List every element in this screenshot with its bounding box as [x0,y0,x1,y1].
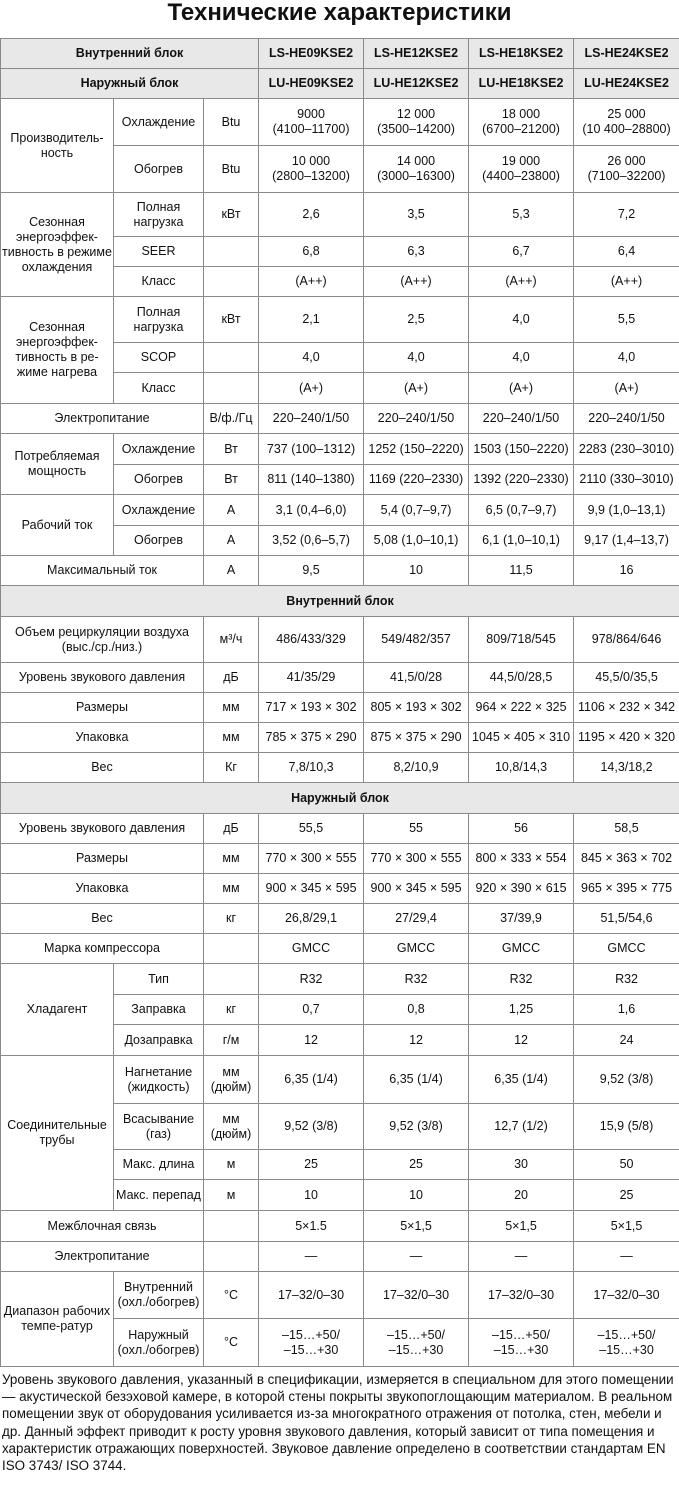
outdoor-model: LU-HE09KSE2 [259,69,364,99]
interconnect-value: 5×1.5 [259,1211,364,1242]
airflow-label: Объем рециркуляции воздуха (выс./ср./низ.) [1,617,204,663]
table-row [1,297,679,343]
pipe-gas-value: 15,9 (5/8) [574,1104,679,1150]
pipe-max-length-value: 25 [259,1150,364,1180]
unit: °C [204,1319,259,1367]
unit: м³/ч [204,617,259,663]
indoor-dimensions-value: 964 × 222 × 325 [469,693,574,723]
table-row [1,693,679,723]
interconnect-label: Межблочная связь [1,1211,204,1242]
table-row [1,1242,679,1272]
current-heating-value: 5,08 (1,0–10,1) [364,526,469,556]
power-cooling-value: 2283 (230–3010) [574,434,679,465]
performance-heating-value-line: (2800–13200) [272,169,350,183]
performance-heating-value-line: (7100–32200) [587,169,666,183]
indoor-package-value: 785 × 375 × 290 [259,723,364,753]
performance-cooling-value-line: (6700–21200) [482,122,560,136]
unit: Вт [204,434,259,465]
temp-outdoor-value-line: –15…+50/ [492,1327,551,1342]
row-label-line: (охл./обогрев) [117,1295,200,1309]
table-row [1,434,679,465]
pipe-max-height-value: 20 [469,1180,574,1211]
compressor-label: Марка компрессора [1,934,204,964]
table-row [1,99,679,146]
temp-outdoor-value-line: –15…+50/ [387,1327,446,1342]
outdoor-weight-value: 26,8/29,1 [259,904,364,934]
scop-full-load-value: 2,1 [259,297,364,343]
temp-indoor-value: 17–32/0–30 [259,1272,364,1319]
unit: дБ [204,814,259,844]
interconnect-value: 5×1,5 [469,1211,574,1242]
pipe-liquid-value: 6,35 (1/4) [364,1056,469,1104]
row-label-line: Наружный [128,1327,189,1342]
table-row [1,874,679,904]
pipe-max-height-value: 10 [259,1180,364,1211]
power-heating-value: 1169 (220–2330) [364,465,469,495]
pipe-liquid-value: 6,35 (1/4) [259,1056,364,1104]
refrigerant-charge-value: 0,8 [364,995,469,1025]
outdoor-sound-label: Уровень звукового давления [1,814,204,844]
performance-cooling-value-line: 25 000 [607,107,646,121]
row-label: Обогрев [114,526,204,556]
current-label: Рабочий ток [1,495,114,556]
outdoor-weight-label: Вес [1,904,204,934]
compressor-value: GMCC [364,934,469,964]
scop-value: 4,0 [364,343,469,373]
performance-cooling-value [364,99,469,146]
scop-class-value: (A+) [259,373,364,404]
power-heating-value: 2110 (330–3010) [574,465,679,495]
outdoor-sound-value: 58,5 [574,814,679,844]
max-current-value: 16 [574,556,679,586]
refrigerant-recharge-value: 12 [259,1025,364,1056]
unit [204,267,259,297]
pipe-max-length-value: 30 [469,1150,574,1180]
unit: кВт [204,193,259,237]
table-row [1,69,679,99]
pipe-max-height-value: 10 [364,1180,469,1211]
table-row [1,1272,679,1319]
pipe-gas-value: 9,52 (3/8) [259,1104,364,1150]
unit: дБ [204,663,259,693]
performance-cooling-value-line: 18 000 [501,107,541,121]
indoor-dimensions-value: 1106 × 232 × 342 [574,693,679,723]
unit: Btu [204,146,259,193]
row-label: Обогрев [114,465,204,495]
unit: мм [204,693,259,723]
performance-heating-value [574,146,679,193]
airflow-value: 486/433/329 [259,617,364,663]
performance-heating-value [259,146,364,193]
spec-table [0,38,679,1367]
scop-class-value: (A+) [469,373,574,404]
performance-heating-value-line: 10 000 [291,154,331,168]
current-cooling-value: 6,5 (0,7–9,7) [469,495,574,526]
unit [204,343,259,373]
pipe-max-length-value: 25 [364,1150,469,1180]
row-label: Дозаправка [114,1025,204,1056]
unit: А [204,556,259,586]
table-row [1,586,679,617]
pipe-gas-value: 9,52 (3/8) [364,1104,469,1150]
seer-value: 6,4 [574,237,679,267]
outdoor-model: LU-HE18KSE2 [469,69,574,99]
indoor-unit-header: Внутренний блок [1,39,259,69]
scop-full-load-value: 2,5 [364,297,469,343]
unit: кВт [204,297,259,343]
temp-outdoor-value-line: –15…+50/ [597,1327,656,1342]
unit: мм [204,723,259,753]
indoor-package-value: 875 × 375 × 290 [364,723,469,753]
current-cooling-value: 9,9 (1,0–13,1) [574,495,679,526]
performance-heating-value [364,146,469,193]
indoor-sound-value: 41/35/29 [259,663,364,693]
performance-cooling-value-line: (3500–14200) [377,122,455,136]
unit-line: мм [222,1111,240,1126]
current-cooling-value: 5,4 (0,7–9,7) [364,495,469,526]
indoor-sound-label: Уровень звукового давления [1,663,204,693]
seer-class-value: (A++) [259,267,364,297]
power-cooling-value: 1252 (150–2220) [364,434,469,465]
refrigerant-type-value: R32 [574,964,679,995]
unit: м [204,1180,259,1211]
temp-outdoor-value [259,1319,364,1367]
row-label [114,1272,204,1319]
outdoor-dimensions-value: 800 × 333 × 554 [469,844,574,874]
outdoor-dimensions-value: 770 × 300 × 555 [259,844,364,874]
refrigerant-type-value: R32 [259,964,364,995]
refrigerant-recharge-value: 12 [469,1025,574,1056]
row-label [114,1319,204,1367]
outdoor-package-label: Упаковка [1,874,204,904]
seer-class-value: (A++) [364,267,469,297]
performance-heating-value-line: (4400–23800) [482,169,560,183]
table-row [1,844,679,874]
refrigerant-type-value: R32 [469,964,574,995]
row-label: Макс. перепад [114,1180,204,1211]
table-row [1,753,679,783]
power-supply-label: Электропитание [1,404,204,434]
power-heating-value: 811 (140–1380) [259,465,364,495]
indoor-dimensions-value: 717 × 193 × 302 [259,693,364,723]
temp-indoor-value: 17–32/0–30 [364,1272,469,1319]
outdoor-package-value: 900 × 345 × 595 [364,874,469,904]
pipe-liquid-value: 9,52 (3/8) [574,1056,679,1104]
unit [204,237,259,267]
row-label: Макс. длина [114,1150,204,1180]
performance-label: Производитель-ность [1,99,114,193]
table-row [1,1211,679,1242]
power-heating-value: 1392 (220–2330) [469,465,574,495]
table-row [1,556,679,586]
performance-heating-value-line: (3000–16300) [377,169,455,183]
seer-class-value: (A++) [574,267,679,297]
power-supply-value: 220–240/1/50 [469,404,574,434]
outdoor-sound-value: 55 [364,814,469,844]
indoor-weight-value: 14,3/18,2 [574,753,679,783]
indoor-sound-value: 44,5/0/28,5 [469,663,574,693]
indoor-weight-value: 10,8/14,3 [469,753,574,783]
row-label: Обогрев [114,146,204,193]
indoor-weight-label: Вес [1,753,204,783]
max-current-label: Максимальный ток [1,556,204,586]
row-label-line: Нагнетание [124,1064,193,1079]
outdoor-power-label: Электропитание [1,1242,204,1272]
seer-value: 6,7 [469,237,574,267]
unit: А [204,526,259,556]
outdoor-weight-value: 51,5/54,6 [574,904,679,934]
scop-full-load-value: 4,0 [469,297,574,343]
table-row [1,404,679,434]
performance-cooling-value [259,99,364,146]
pipe-liquid-value: 6,35 (1/4) [469,1056,574,1104]
performance-heating-value-line: 26 000 [607,154,646,168]
current-heating-value: 9,17 (1,4–13,7) [574,526,679,556]
seer-full-load-value: 5,3 [469,193,574,237]
outdoor-model: LU-HE24KSE2 [574,69,679,99]
unit: Вт [204,465,259,495]
indoor-model: LS-HE18KSE2 [469,39,574,69]
row-label: Охлаждение [114,495,204,526]
outdoor-power-value: — [574,1242,679,1272]
seer-full-load-value: 2,6 [259,193,364,237]
indoor-section-title: Внутренний блок [1,586,679,617]
indoor-dimensions-value: 805 × 193 × 302 [364,693,469,723]
unit [204,1211,259,1242]
scop-full-load-value: 5,5 [574,297,679,343]
indoor-dimensions-label: Размеры [1,693,204,723]
unit [204,1056,259,1104]
scop-group-label: Сезонная энергоэффек-тивность в ре-жиме нагрева [1,297,114,404]
current-heating-value: 3,52 (0,6–5,7) [259,526,364,556]
seer-class-value: (A++) [469,267,574,297]
airflow-value: 549/482/357 [364,617,469,663]
power-cooling-value: 1503 (150–2220) [469,434,574,465]
table-row [1,783,679,814]
row-label-line: Всасывание [122,1111,195,1126]
seer-full-load-value: 7,2 [574,193,679,237]
unit: °C [204,1272,259,1319]
unit: А [204,495,259,526]
row-label: SEER [114,237,204,267]
table-row [1,1056,679,1104]
unit [204,1104,259,1150]
row-label: Класс [114,267,204,297]
row-label [114,1056,204,1104]
row-label: Полная нагрузка [114,297,204,343]
unit-line: (дюйм) [210,1079,252,1094]
row-label [114,1104,204,1150]
scop-class-value: (A+) [574,373,679,404]
refrigerant-recharge-value: 12 [364,1025,469,1056]
indoor-weight-value: 7,8/10,3 [259,753,364,783]
table-row [1,663,679,693]
scop-value: 4,0 [469,343,574,373]
unit-line: мм [222,1064,240,1079]
performance-cooling-value-line: (4100–11700) [272,122,350,136]
performance-cooling-value [469,99,574,146]
airflow-value: 978/864/646 [574,617,679,663]
row-label: Охлаждение [114,99,204,146]
interconnect-value: 5×1,5 [364,1211,469,1242]
unit: В/ф./Гц [204,404,259,434]
table-row [1,495,679,526]
unit [204,1242,259,1272]
row-label: Заправка [114,995,204,1025]
temp-indoor-value: 17–32/0–30 [469,1272,574,1319]
outdoor-power-value: — [364,1242,469,1272]
unit: кг [204,995,259,1025]
current-cooling-value: 3,1 (0,4–6,0) [259,495,364,526]
temp-outdoor-value [574,1319,679,1367]
seer-full-load-value: 3,5 [364,193,469,237]
temp-outdoor-value-line: –15…+30 [283,1342,339,1357]
airflow-value: 809/718/545 [469,617,574,663]
performance-cooling-value-line: 12 000 [396,107,436,121]
outdoor-package-value: 920 × 390 × 615 [469,874,574,904]
seer-value: 6,8 [259,237,364,267]
table-row [1,814,679,844]
indoor-model: LS-HE12KSE2 [364,39,469,69]
temp-outdoor-value-line: –15…+30 [599,1342,654,1357]
performance-cooling-value-line: 9000 [297,107,325,121]
temp-range-label: Диапазон рабочих темпе-ратур [1,1272,114,1367]
table-row [1,193,679,237]
table-row [1,617,679,663]
indoor-weight-value: 8,2/10,9 [364,753,469,783]
unit: г/м [204,1025,259,1056]
refrigerant-charge-value: 0,7 [259,995,364,1025]
indoor-package-label: Упаковка [1,723,204,753]
temp-outdoor-value-line: –15…+50/ [282,1327,341,1342]
outdoor-package-value: 965 × 395 × 775 [574,874,679,904]
unit: м [204,1150,259,1180]
indoor-model: LS-HE09KSE2 [259,39,364,69]
outdoor-power-value: — [469,1242,574,1272]
compressor-value: GMCC [574,934,679,964]
row-label-line: (жидкость) [127,1079,190,1094]
performance-heating-value-line: 14 000 [396,154,436,168]
unit-line: (дюйм) [210,1126,252,1141]
power-cooling-value: 737 (100–1312) [259,434,364,465]
outdoor-power-value: — [259,1242,364,1272]
table-row [1,39,679,69]
table-row [1,723,679,753]
power-supply-value: 220–240/1/50 [364,404,469,434]
performance-heating-value [469,146,574,193]
outdoor-dimensions-label: Размеры [1,844,204,874]
footnote: Уровень звукового давления, указанный в спецификации, измеряется в специальном для этого помещении — акустической безэховой камере, в которой стены покрыты звукопоглощающим материалом. В реальном помещении звук от оборудования усиливается из-за многократного отражения от потолка, стен, мебели и др. Данный эффект приводит к росту уровня звукового давления, который зависит от типа помещения и характеристик отражающих поверхностей. Звуковое давление определено в соответствии стандартам EN ISO 3743/ ISO 3744. [2,1372,674,1474]
unit: мм [204,844,259,874]
power-consumption-label: Потребляемая мощность [1,434,114,495]
max-current-value: 10 [364,556,469,586]
row-label: Тип [114,964,204,995]
outdoor-dimensions-value: 770 × 300 × 555 [364,844,469,874]
refrigerant-recharge-value: 24 [574,1025,679,1056]
outdoor-model: LU-HE12KSE2 [364,69,469,99]
temp-outdoor-value-line: –15…+30 [388,1342,444,1357]
performance-cooling-value [574,99,679,146]
compressor-value: GMCC [259,934,364,964]
temp-outdoor-value-line: –15…+30 [493,1342,549,1357]
scop-value: 4,0 [259,343,364,373]
row-label: Класс [114,373,204,404]
max-current-value: 9,5 [259,556,364,586]
temp-outdoor-value [364,1319,469,1367]
table-row [1,934,679,964]
indoor-package-value: 1195 × 420 × 320 [574,723,679,753]
interconnect-value: 5×1,5 [574,1211,679,1242]
table-row [1,964,679,995]
seer-value: 6,3 [364,237,469,267]
refrigerant-label: Хладагент [1,964,114,1056]
outdoor-section-title: Наружный блок [1,783,679,814]
unit: мм [204,874,259,904]
power-supply-value: 220–240/1/50 [259,404,364,434]
compressor-value: GMCC [469,934,574,964]
indoor-package-value: 1045 × 405 × 310 [469,723,574,753]
indoor-sound-value: 41,5/0/28 [364,663,469,693]
current-heating-value: 6,1 (1,0–10,1) [469,526,574,556]
temp-indoor-value: 17–32/0–30 [574,1272,679,1319]
row-label: SCOP [114,343,204,373]
unit [204,934,259,964]
outdoor-dimensions-value: 845 × 363 × 702 [574,844,679,874]
outdoor-unit-header: Наружный блок [1,69,259,99]
row-label: Охлаждение [114,434,204,465]
performance-heating-value-line: 19 000 [501,154,541,168]
indoor-model: LS-HE24KSE2 [574,39,679,69]
page-title: Технические характеристики [167,0,512,26]
unit [204,964,259,995]
unit: Кг [204,753,259,783]
outdoor-weight-value: 27/29,4 [364,904,469,934]
unit: кг [204,904,259,934]
outdoor-sound-value: 55,5 [259,814,364,844]
temp-outdoor-value [469,1319,574,1367]
refrigerant-charge-value: 1,25 [469,995,574,1025]
seer-group-label: Сезонная энергоэффек-тивность в режиме охлаждения [1,193,114,297]
table-row [1,904,679,934]
row-label-line: Внутренний [124,1280,193,1294]
outdoor-package-value: 900 × 345 × 595 [259,874,364,904]
scop-class-value: (A+) [364,373,469,404]
indoor-sound-value: 45,5/0/35,5 [574,663,679,693]
row-label-line: (газ) [145,1126,172,1141]
unit [204,373,259,404]
outdoor-weight-value: 37/39,9 [469,904,574,934]
max-current-value: 11,5 [469,556,574,586]
outdoor-sound-value: 56 [469,814,574,844]
unit: Btu [204,99,259,146]
row-label: Полная нагрузка [114,193,204,237]
pipe-max-height-value: 25 [574,1180,679,1211]
refrigerant-type-value: R32 [364,964,469,995]
pipe-max-length-value: 50 [574,1150,679,1180]
power-supply-value: 220–240/1/50 [574,404,679,434]
pipe-gas-value: 12,7 (1/2) [469,1104,574,1150]
refrigerant-charge-value: 1,6 [574,995,679,1025]
performance-cooling-value-line: (10 400–28800) [582,122,671,136]
scop-value: 4,0 [574,343,679,373]
row-label-line: (охл./обогрев) [117,1342,200,1357]
pipes-label: Соединительные трубы [1,1056,114,1211]
